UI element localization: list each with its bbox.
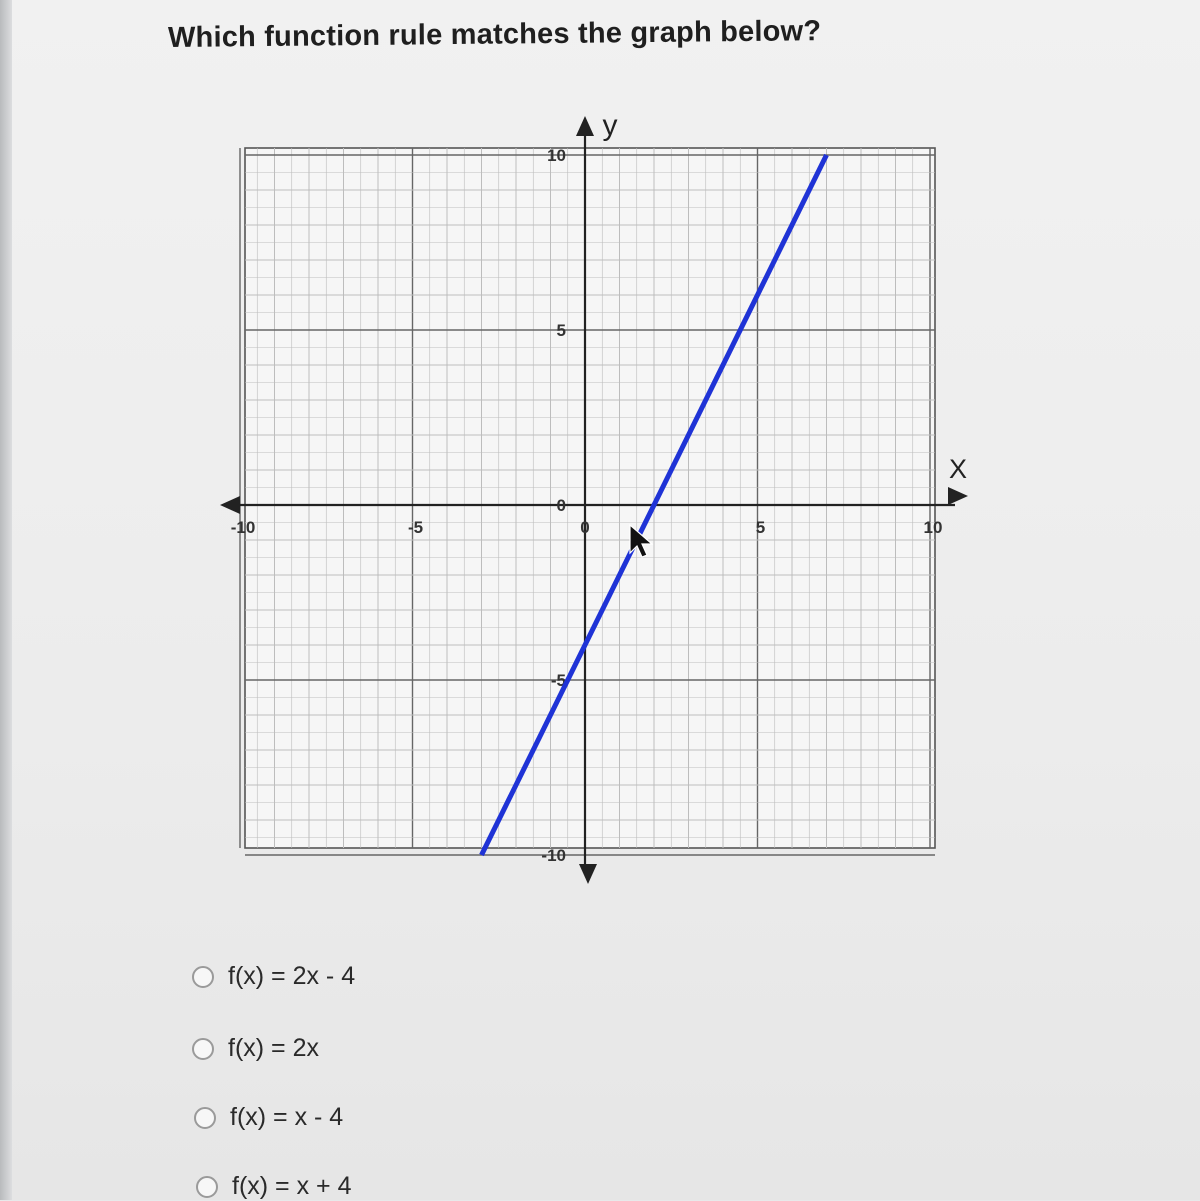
y-axis-down-arrow-icon [579,864,597,884]
answer-option-label: f(x) = x + 4 [232,1172,352,1200]
answer-option-label: f(x) = x - 4 [230,1103,344,1131]
x-tick-label: -10 [230,518,256,537]
answer-option-4[interactable] [196,1172,351,1201]
answer-option-2[interactable] [192,1034,319,1063]
question-text: Which function rule matches the graph below? [167,15,822,54]
radio-button-icon[interactable] [196,1176,218,1198]
y-tick-label: -10 [541,846,566,865]
x-tick-label: 0 [580,518,590,537]
y-tick-label: 10 [547,146,566,165]
x-axis-right-arrow-icon [948,487,968,505]
answer-option-label: f(x) = 2x [228,1034,319,1062]
y-tick-label: 0 [556,496,566,515]
answer-option-3[interactable] [194,1103,343,1132]
x-axis-label: X [948,454,968,484]
y-tick-label: 5 [556,321,566,340]
y-axis-up-arrow-icon [576,116,594,136]
y-tick-label: -5 [550,671,566,690]
radio-button-icon[interactable] [192,966,214,988]
x-tick-label: 10 [923,518,943,537]
x-tick-label: -5 [407,518,424,537]
plot-area [245,148,935,848]
y-axis-label: y [602,109,618,142]
radio-button-icon[interactable] [194,1107,216,1129]
answer-option-label: f(x) = 2x - 4 [228,962,356,990]
answer-option-1[interactable] [192,962,355,991]
x-axis-left-arrow-icon [220,496,240,514]
x-tick-label: 5 [755,518,766,537]
radio-button-icon[interactable] [192,1038,214,1060]
